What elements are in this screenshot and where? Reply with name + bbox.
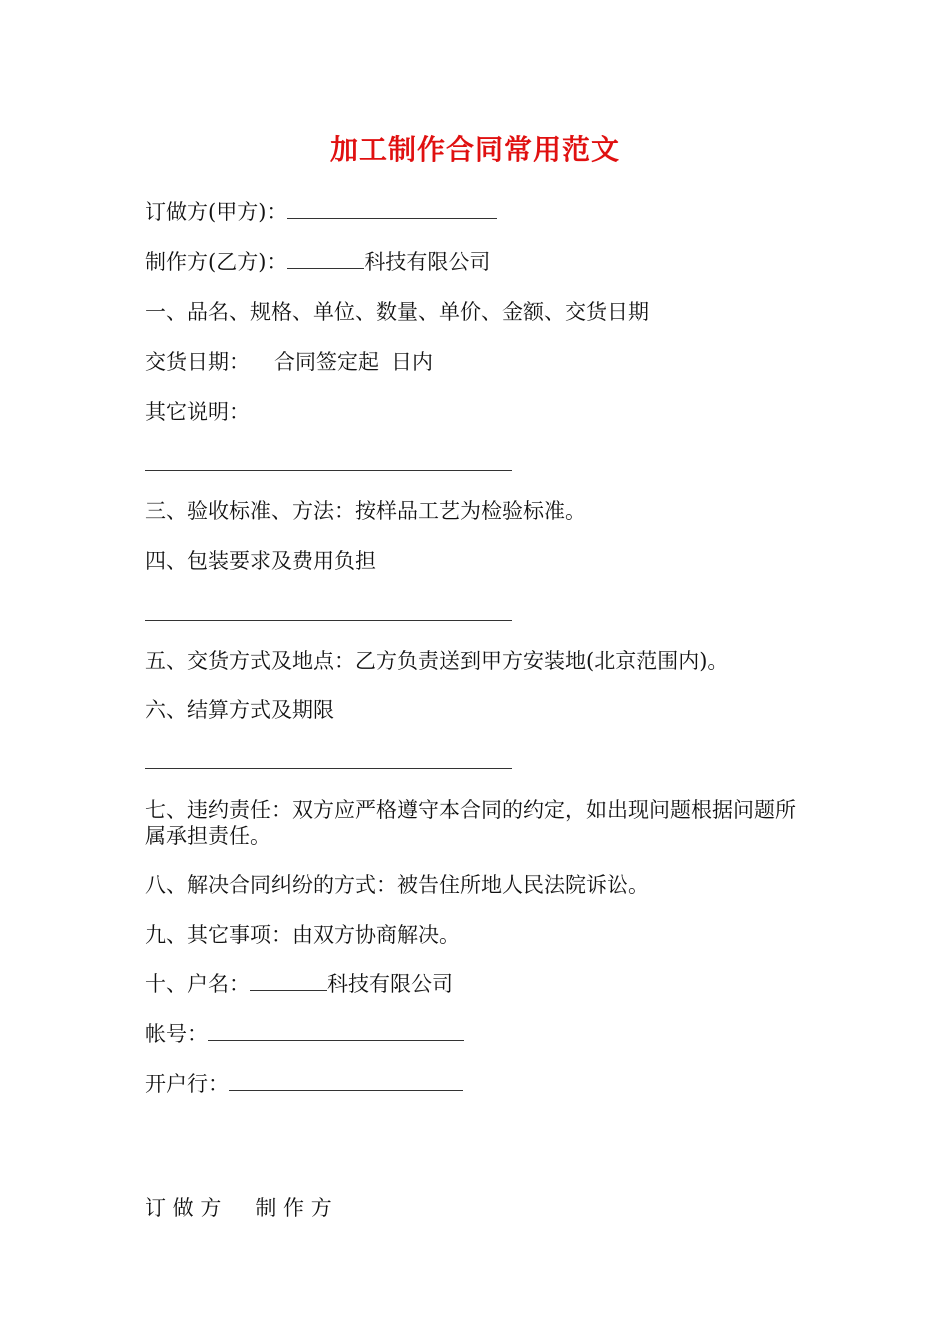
party-a-blank[interactable] <box>287 200 497 219</box>
party-a-label: 订做方(甲方)： <box>145 200 288 224</box>
bank-line <box>145 1071 463 1097</box>
account-blank[interactable] <box>208 1022 464 1041</box>
document-title: 加工制作合同常用范文 <box>329 133 620 166</box>
signature-line <box>145 1195 332 1221</box>
other-notes-blank[interactable] <box>145 470 512 471</box>
delivery-days: 日内 <box>391 350 433 374</box>
account-name-blank[interactable] <box>250 972 327 991</box>
section-6: 六、结算方式及期限 <box>145 698 334 722</box>
sign-party-b: 制 作 方 <box>255 1196 332 1220</box>
section-8: 八、解决合同纠纷的方式：被告住所地人民法院诉讼。 <box>145 873 649 897</box>
party-b-label: 制作方(乙方)： <box>145 250 288 274</box>
section-9: 九、其它事项：由双方协商解决。 <box>145 923 460 947</box>
section-4-blank[interactable] <box>145 620 512 621</box>
account-line <box>145 1021 464 1047</box>
section-4: 四、包装要求及费用负担 <box>145 549 376 573</box>
account-label: 帐号： <box>145 1022 208 1046</box>
other-notes-label: 其它说明： <box>145 400 250 424</box>
delivery-text: 合同签定起 <box>274 350 379 374</box>
section-10-suffix: 科技有限公司 <box>327 972 453 996</box>
party-b-line <box>145 249 490 275</box>
delivery-label: 交货日期： <box>145 350 250 374</box>
party-a-line <box>145 199 497 225</box>
section-10-label: 十、户名： <box>145 972 250 996</box>
bank-blank[interactable] <box>229 1072 463 1091</box>
delivery-date-line <box>145 349 433 375</box>
sign-party-a: 订 做 方 <box>145 1196 222 1220</box>
section-10-line <box>145 971 453 997</box>
section-5: 五、交货方式及地点：乙方负责送到甲方安装地(北京范围内)。 <box>145 649 729 673</box>
section-1: 一、品名、规格、单位、数量、单价、金额、交货日期 <box>145 300 649 324</box>
section-3: 三、验收标准、方法：按样品工艺为检验标准。 <box>145 499 586 523</box>
party-b-blank[interactable] <box>287 250 364 269</box>
bank-label: 开户行： <box>145 1072 229 1096</box>
section-6-blank[interactable] <box>145 768 512 769</box>
party-b-suffix: 科技有限公司 <box>364 250 491 274</box>
section-7: 七、违约责任：双方应严格遵守本合同的约定，如出现问题根据问题所属承担责任。 <box>145 798 796 848</box>
